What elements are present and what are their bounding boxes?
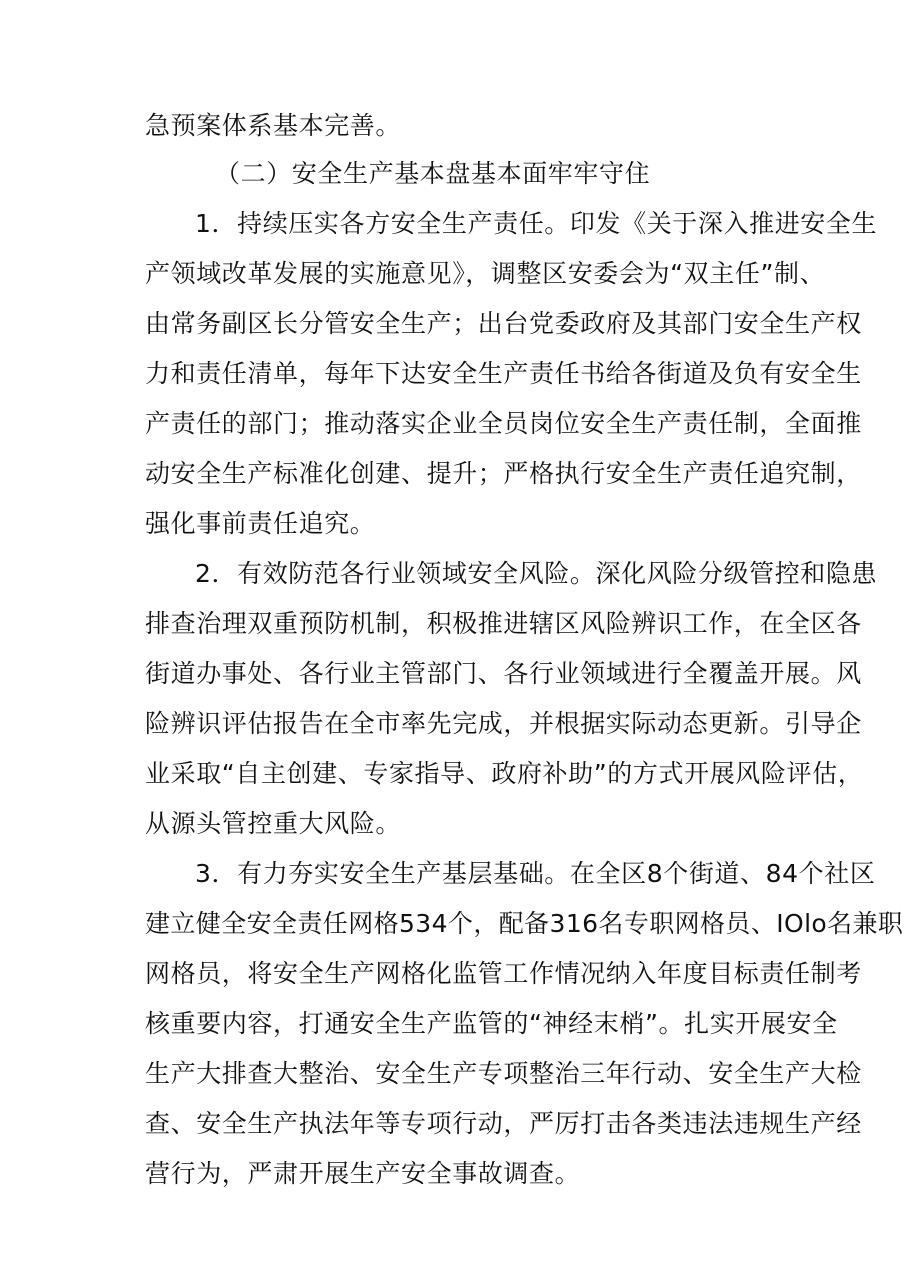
text-line: 业采取“自主创建、专家指导、政府补助”的方式开展风险评估，	[145, 759, 864, 788]
text-line: 网格员，将安全生产网格化监管工作情况纳入年度目标责任制考	[145, 959, 862, 988]
text-line: 营行为，严肃开展生产安全事故调查。	[145, 1159, 581, 1188]
text-line: 核重要内容，打通安全生产监管的“神经末梢”。扎实开展安全	[145, 1009, 838, 1038]
text-line: 排查治理双重预防机制，积极推进辖区风险辨识工作，在全区各	[145, 609, 862, 638]
text-line: 2．有效防范各行业领域安全风险。深化风险分级管控和隐患	[195, 559, 878, 588]
section-heading: （二）安全生产基本盘基本面牢牢守住	[215, 159, 651, 188]
text-line: 由常务副区长分管安全生产；出台党委政府及其部门安全生产权	[145, 309, 862, 338]
text-line: 产责任的部门；推动落实企业全员岗位安全生产责任制，全面推	[145, 409, 862, 438]
text-line: 急预案体系基本完善。	[145, 111, 402, 140]
text-line: 街道办事处、各行业主管部门、各行业领域进行全覆盖开展。风	[145, 659, 862, 688]
text-line: 生产大排查大整治、安全生产专项整治三年行动、安全生产大检	[145, 1059, 862, 1088]
text-line: 产领域改革发展的实施意见》，调整区安委会为“双主任”制、	[145, 259, 826, 288]
text-line: 强化事前责任追究。	[145, 509, 376, 538]
text-line: 从源头管控重大风险。	[145, 809, 402, 838]
text-line: 3．有力夯实安全生产基层基础。在全区8个街道、84个社区	[195, 859, 876, 888]
text-line: 查、安全生产执法年等专项行动，严厉打击各类违法违规生产经	[145, 1109, 862, 1138]
text-line: 力和责任清单，每年下达安全生产责任书给各街道及负有安全生	[145, 359, 862, 388]
text-line: 建立健全安全责任网格534个，配备316名专职网格员、IOlo名兼职	[145, 909, 904, 938]
text-line: 1．持续压实各方安全生产责任。印发《关于深入推进安全生	[195, 209, 878, 238]
text-line: 险辨识评估报告在全市率先完成，并根据实际动态更新。引导企	[145, 709, 862, 738]
text-line: 动安全生产标准化创建、提升；严格执行安全生产责任追究制，	[145, 459, 862, 488]
